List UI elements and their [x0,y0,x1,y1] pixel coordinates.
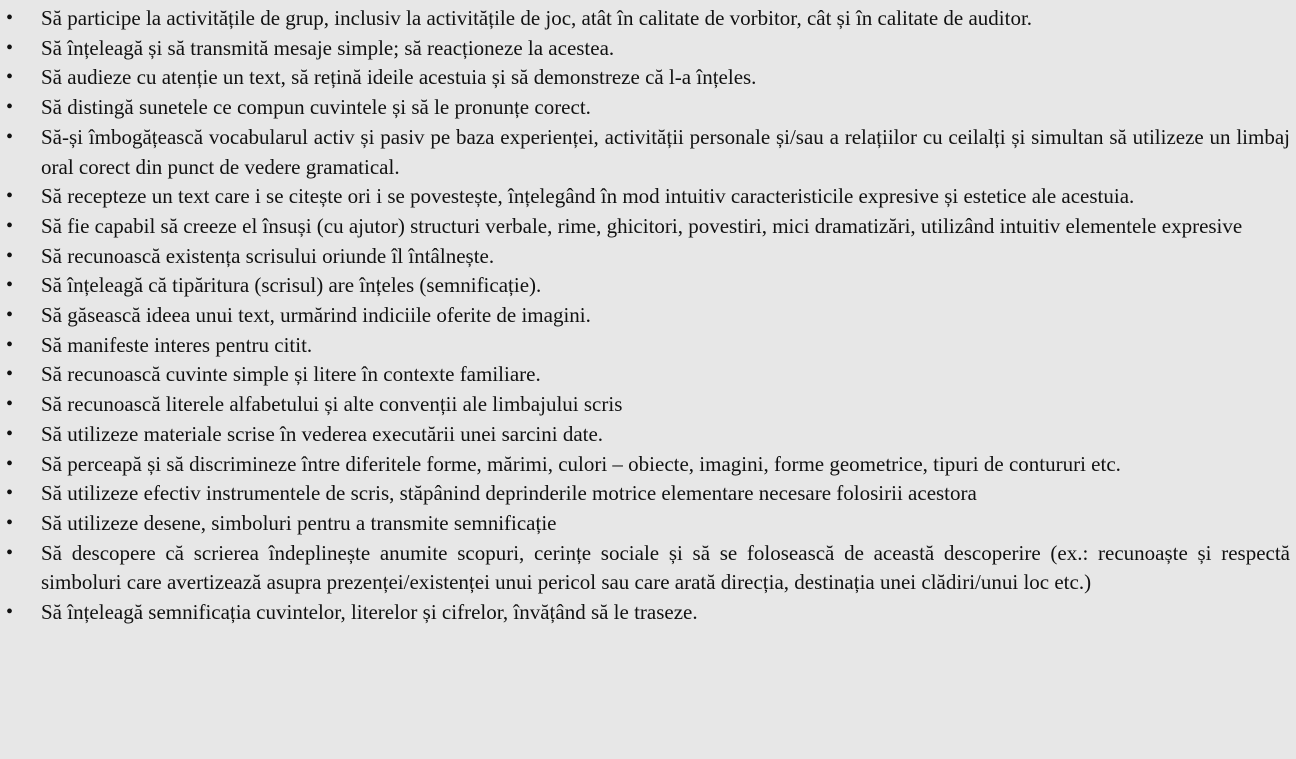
list-item-text: Să distingă sunetele ce compun cuvintele și să le pronunțe corect. [41,95,591,120]
list-item [6,390,1290,420]
list-item [6,93,1290,123]
bullet-icon: • [6,422,14,445]
list-item [6,360,1290,390]
bullet-icon: • [6,36,14,59]
list-item [6,123,1290,182]
list-item-text: Să utilizeze desene, simboluri pentru a transmite semnificație [41,510,557,535]
bullet-icon: • [6,541,14,564]
list-item [6,331,1290,361]
bullet-icon: • [6,482,14,505]
bullet-icon: • [6,96,14,119]
list-item-text: Să înțeleagă semnificația cuvintelor, literelor și cifrelor, învățând să le traseze. [41,600,698,625]
list-item [6,539,1290,598]
list-item-text: Să utilizeze efectiv instrumentele de scris, stăpânind deprinderile motrice elementare necesare folosirii acestora [41,481,977,506]
bullet-icon: • [6,185,14,208]
list-item-text: Să perceapă și să discrimineze între diferitele forme, mărimi, culori – obiecte, imagini, forme geometrice, tipuri de contururi etc. [41,451,1121,476]
list-item-text: Să-și îmbogățească vocabularul activ și pasiv pe baza experienței, activității personale și/sau a relațiilor cu ceilalți și simultan să utilizeze un limbaj oral corect din punct de vedere gramatical. [41,124,1290,179]
list-item-text: Să recunoască cuvinte simple și litere în contexte familiare. [41,362,541,387]
list-item [6,598,1290,628]
list-item [6,271,1290,301]
list-item-text: Să recunoască literele alfabetului și alte convenții ale limbajului scris [41,392,623,417]
list-item [6,4,1290,34]
list-item-text: Să găsească ideea unui text, urmărind indiciile oferite de imagini. [41,303,591,328]
bullet-icon: • [6,304,14,327]
list-item-text: Să înțeleagă și să transmită mesaje simple; să reacționeze la acestea. [41,35,615,60]
bullet-icon: • [6,601,14,624]
objectives-list [6,4,1290,628]
bullet-icon: • [6,125,14,148]
bullet-icon: • [6,274,14,297]
list-item-text: Să înțeleagă că tipăritura (scrisul) are înțeles (semnificație). [41,273,542,298]
list-item [6,34,1290,64]
list-item [6,301,1290,331]
bullet-icon: • [6,244,14,267]
list-item [6,509,1290,539]
bullet-icon: • [6,363,14,386]
bullet-icon: • [6,511,14,534]
bullet-icon: • [6,393,14,416]
bullet-icon: • [6,333,14,356]
list-item-text: Să manifeste interes pentru citit. [41,332,313,357]
list-item-text: Să fie capabil să creeze el însuși (cu ajutor) structuri verbale, rime, ghicitori, povestiri, mici dramatizări, utilizând intuitiv elementele expresive [41,213,1243,238]
list-item [6,420,1290,450]
bullet-icon: • [6,7,14,29]
list-item-text: Să recunoască existența scrisului oriunde îl întâlnește. [41,243,495,268]
list-item [6,212,1290,242]
list-item-text: Să descopere că scrierea îndeplinește anumite scopuri, cerințe sociale și să se folosească de această descoperire (ex.: recunoaște și respectă simboluri care avertizează asupra prezenței/existenței unui pericol sau care arată direcția, destinația unei clădiri/unui loc etc.) [41,540,1290,595]
bullet-icon: • [6,66,14,89]
list-item [6,63,1290,93]
list-item [6,242,1290,272]
list-item [6,450,1290,480]
list-item-text: Să audieze cu atenție un text, să rețină ideile acestuia și să demonstreze că l-a înțeles. [41,65,757,90]
list-item-text: Să utilizeze materiale scrise în vederea executării unei sarcini date. [41,421,604,446]
list-item [6,182,1290,212]
list-item-text: Să recepteze un text care i se citește ori i se povestește, înțelegând în mod intuitiv caracteristicile expresive și estetice ale acestuia. [41,184,1135,209]
bullet-icon: • [6,452,14,475]
bullet-icon: • [6,214,14,237]
list-item-text: Să participe la activitățile de grup, inclusiv la activitățile de joc, atât în calitate de vorbitor, cât și în calitate de auditor. [41,6,1033,30]
list-item [6,479,1290,509]
